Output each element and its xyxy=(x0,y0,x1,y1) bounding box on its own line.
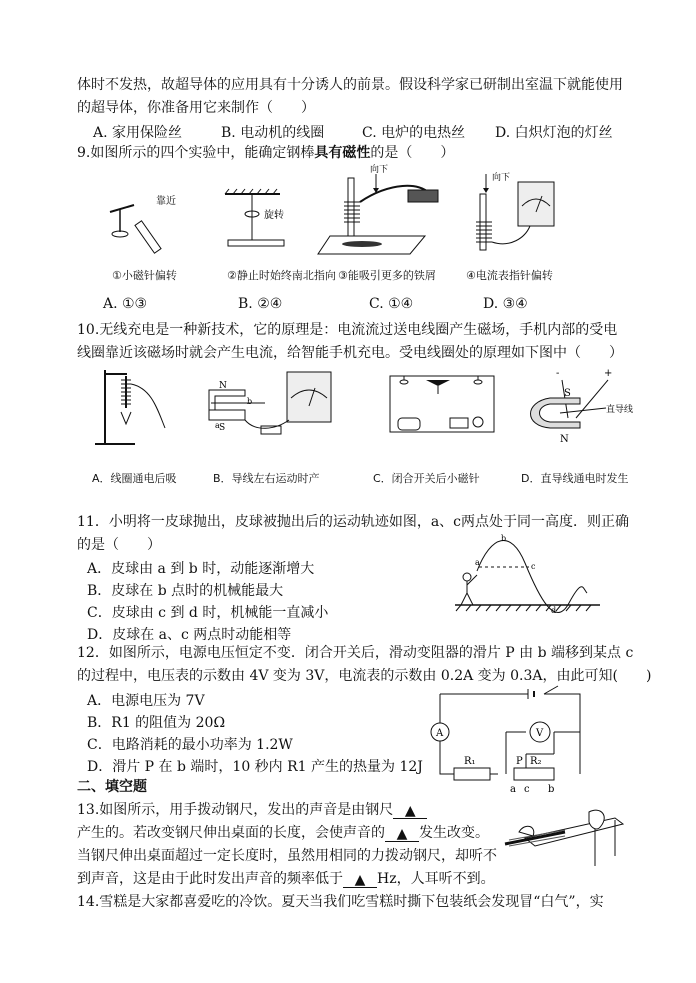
q11-fig-a: a xyxy=(475,558,480,567)
q14-line1: 14.雪糕是大家都喜爱吃的冷饮。夏天当我们吃雪糕时撕下包装纸会发现冒“白气”，实 xyxy=(77,894,604,910)
q9-caption-2: ②静止时始终南北指向 xyxy=(227,269,336,282)
q11-fig-trajectory xyxy=(455,533,605,613)
q10-fig-d-s: S xyxy=(564,388,571,399)
q10-caption-c: C．闭合开关后小磁针 xyxy=(373,472,480,485)
q10-fig-a-electromagnet xyxy=(95,368,175,448)
q12-voltmeter-label: V xyxy=(536,728,544,739)
q11-fig-d: d xyxy=(551,606,557,615)
q9-fig3-down-label: 向下 xyxy=(370,165,389,175)
q9-fig4-down-label: 向下 xyxy=(492,173,511,183)
q10-fig-d-minus: - xyxy=(556,368,560,379)
q9-fig3-iron-filings xyxy=(330,165,450,262)
section2-title: 二、填空题 xyxy=(77,779,147,795)
q-prev-option-c: C. 电炉的电热丝 xyxy=(362,125,466,141)
q12-end-a: a xyxy=(510,784,516,795)
q10-fig-c-circuit xyxy=(388,372,498,438)
q11-line1: 11．小明将一皮球抛出，皮球被抛出后的运动轨迹如图，a、c两点处于同一高度．则正确 xyxy=(77,514,629,530)
q9-fig1-near-label: 靠近 xyxy=(156,196,176,207)
q12-line1: 12．如图所示，电源电压恒定不变．闭合开关后，滑动变阻器的滑片 P 由 b 端移到某点 c xyxy=(77,645,634,661)
q13-line2: 产生的。若改变钢尺伸出桌面的长度，会使声音的 ▲ 发生改变。 xyxy=(77,825,489,842)
q-prev-line1: 体时不发热，故超导体的应用具有十分诱人的前景。假设科学家已研制出室温下就能使用 xyxy=(77,77,623,93)
q12-ammeter-label: A xyxy=(436,728,444,739)
q9-option-b: B. ②④ xyxy=(238,296,283,312)
q10-caption-a: A．线圈通电后吸 xyxy=(92,472,177,485)
q9-caption-1: ①小磁针偏转 xyxy=(112,269,177,282)
q11-option-d: D．皮球在 a、c 两点时动能相等 xyxy=(87,627,292,643)
q13-line4: 到声音，这是由于此时发出声音的频率低于 ▲ Hz，人耳听不到。 xyxy=(77,871,495,888)
q12-r1-label: R₁ xyxy=(464,756,476,767)
q9-caption-4: ④电流表指针偏转 xyxy=(466,269,553,282)
q10-fig-b-b: b xyxy=(247,397,253,406)
q10-fig-d-n: N xyxy=(560,434,569,445)
q11-option-a: A．皮球由 a 到 b 时，动能逐渐增大 xyxy=(87,561,315,577)
q11-line2: 的是（ ） xyxy=(77,537,161,553)
q9-option-a: A. ①③ xyxy=(103,296,148,312)
q12-line2: 的过程中，电压表的示数由 4V 变为 3V，电流表的示数由 0.2A 变为 0.3A，由此可知( ) xyxy=(77,668,652,684)
q9-caption-3: ③能吸引更多的铁屑 xyxy=(338,269,436,282)
q12-fig-circuit xyxy=(430,688,590,798)
q-prev-option-a: A. 家用保险丝 xyxy=(93,125,183,141)
q9-fig4-ammeter xyxy=(470,172,560,262)
q9-fig2-hanging-bar xyxy=(220,188,330,258)
q12-slider-label: P xyxy=(516,756,523,767)
q13-blank-1[interactable]: ▲ xyxy=(393,802,427,819)
q9-option-c: C. ①④ xyxy=(369,296,414,312)
q10-fig-d-wire-label: 直导线 xyxy=(606,405,634,415)
q10-fig-b-s: S xyxy=(219,423,226,433)
q12-option-d: D．滑片 P 在 b 端时，10 秒内 R1 产生的热量为 12J xyxy=(87,759,423,775)
q13-line1: 13.如图所示，用手拨动钢尺，发出的声音是由钢尺 ▲ xyxy=(77,801,427,819)
q10-caption-d: D．直导线通电时发生 xyxy=(521,472,629,485)
q12-option-c: C．电路消耗的最小功率为 1.2W xyxy=(87,737,293,753)
q12-r2-label: R₂ xyxy=(530,756,542,767)
q9-stem: 9.如图所示的四个实验中，能确定钢棒具有磁性的是（ ） xyxy=(77,145,455,161)
q11-option-c: C．皮球由 c 到 d 时，机械能一直减小 xyxy=(87,605,329,621)
q-prev-line2: 的超导体，你准备用它来制作（ ） xyxy=(77,100,315,116)
q9-fig2-rotate-label: 旋转 xyxy=(264,210,284,221)
q11-fig-b: b xyxy=(501,534,507,543)
q13-line3: 当钢尺伸出桌面超过一定长度时，虽然用相同的力拨动钢尺，却听不 xyxy=(77,848,497,864)
q9-option-d: D. ③④ xyxy=(483,296,528,312)
q12-option-a: A．电源电压为 7V xyxy=(87,693,205,709)
q11-fig-c: c xyxy=(531,562,536,571)
q11-option-b: B．皮球在 b 点时的机械能最大 xyxy=(87,583,284,599)
q-prev-option-b: B. 电动机的线圈 xyxy=(221,125,325,141)
q10-fig-d-plus: + xyxy=(604,368,613,379)
q10-caption-b: B．导线左右运动时产 xyxy=(213,472,320,485)
q10-line1: 10.无线充电是一种新技术，它的原理是：电流流过送电线圈产生磁场，手机内部的受电 xyxy=(77,322,618,338)
q9-fig1-compass xyxy=(100,190,210,260)
q12-option-b: B．R1 的阻值为 20Ω xyxy=(87,715,226,731)
q10-fig-d-wire-magnet xyxy=(520,368,640,448)
q10-fig-b-a: a xyxy=(215,421,220,430)
q13-blank-3[interactable]: ▲ xyxy=(343,871,377,888)
q13-blank-2[interactable]: ▲ xyxy=(385,825,419,842)
q12-end-b: b xyxy=(548,784,555,795)
q-prev-option-d: D. 白炽灯泡的灯丝 xyxy=(495,125,613,141)
q13-fig-ruler xyxy=(505,808,625,868)
q10-fig-b-n: N xyxy=(219,381,227,391)
q10-fig-b-generator xyxy=(205,370,335,440)
q12-point-c: c xyxy=(524,784,530,795)
q10-line2: 线圈靠近该磁场时就会产生电流，给智能手机充电。受电线圈处的原理如下图中（ ） xyxy=(77,345,623,361)
